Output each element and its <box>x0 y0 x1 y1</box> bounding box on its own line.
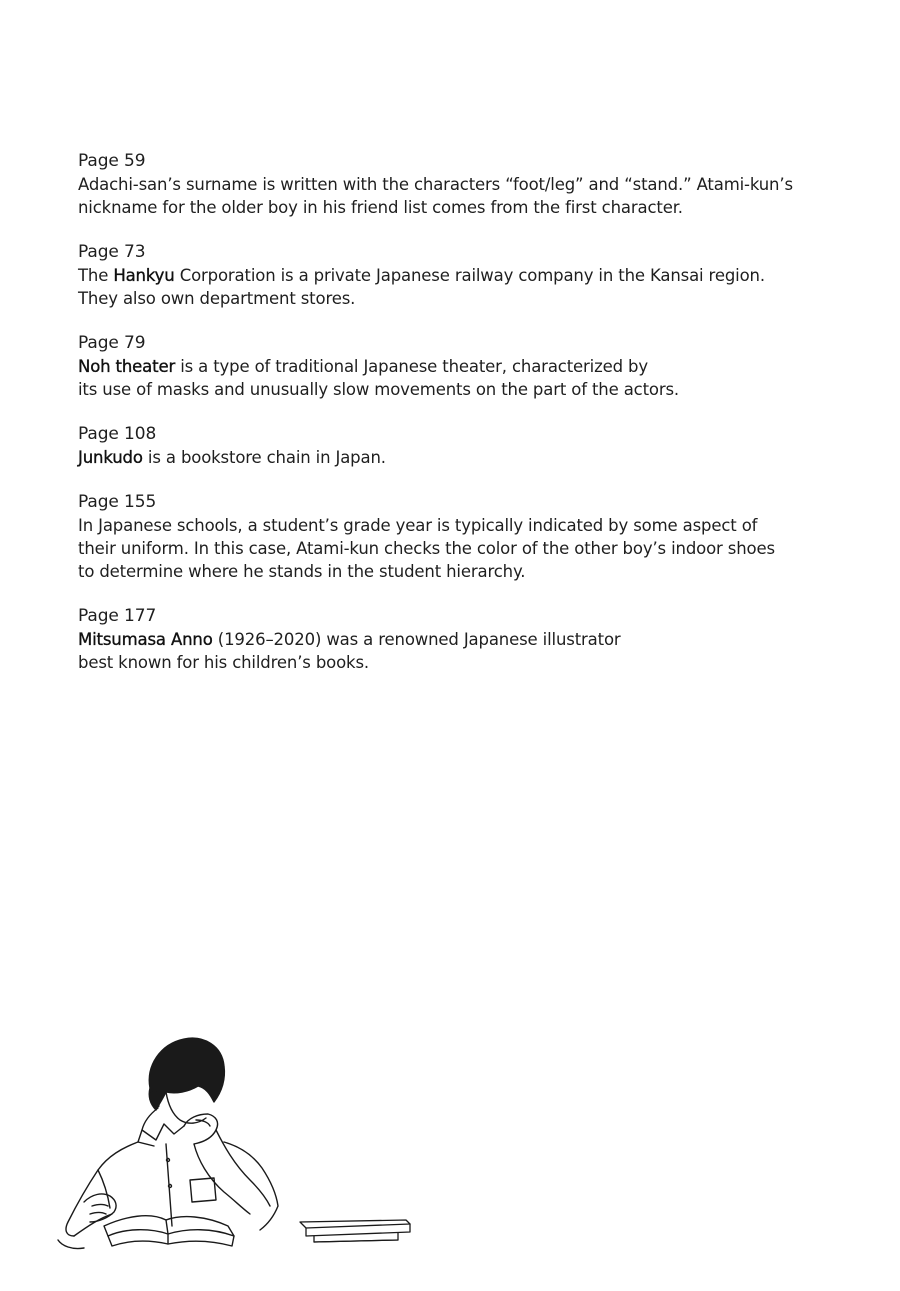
note-term: Mitsumasa Anno <box>78 630 213 649</box>
note-heading: Page 73 <box>78 242 146 262</box>
note-line: Corporation is a private Japanese railway company in the Kansai region. <box>174 266 765 285</box>
note-line: best known for his children’s books. <box>78 653 370 672</box>
translation-notes <box>78 150 838 696</box>
shirt-right <box>224 1142 278 1230</box>
note-line: In Japanese schools, a student’s grade year is typically indicated by some aspect of <box>78 516 758 535</box>
book-stack <box>300 1220 410 1242</box>
note-body <box>78 514 838 583</box>
boy-reading-illustration <box>38 1030 418 1262</box>
note-page-79 <box>78 332 838 401</box>
note-body <box>78 355 838 401</box>
face <box>166 1092 206 1123</box>
note-term: Hankyu <box>113 266 175 285</box>
note-body <box>78 628 838 674</box>
note-body <box>78 446 838 469</box>
note-page-108 <box>78 423 838 469</box>
shirt-left <box>66 1142 138 1236</box>
open-book <box>104 1216 234 1236</box>
note-page-73 <box>78 241 838 310</box>
note-heading: Page 79 <box>78 333 146 353</box>
note-line: is a bookstore chain in Japan. <box>142 448 386 467</box>
shirt-pocket <box>190 1178 216 1202</box>
note-term: Noh theater <box>78 357 176 376</box>
note-heading: Page 108 <box>78 424 157 444</box>
hand-book <box>84 1194 116 1222</box>
note-page-155 <box>78 491 838 583</box>
note-line: their uniform. In this case, Atami-kun checks the color of the other boy’s indoor shoes <box>78 539 775 558</box>
note-line: Adachi-san’s surname is written with the characters “foot/leg” and “stand.” Atami-kun’s <box>78 175 793 194</box>
note-page-59 <box>78 150 838 219</box>
hand-chin <box>184 1114 218 1144</box>
note-heading: Page 177 <box>78 606 157 626</box>
note-heading: Page 155 <box>78 492 157 512</box>
hair <box>149 1038 224 1110</box>
note-line: its use of masks and unusually slow movements on the part of the actors. <box>78 380 680 399</box>
note-line: is a type of traditional Japanese theater, characterized by <box>175 357 648 376</box>
note-heading: Page 59 <box>78 151 146 171</box>
note-line: nickname for the older boy in his friend list comes from the first character. <box>78 198 683 217</box>
note-body <box>78 173 838 219</box>
note-term: Junkudo <box>78 448 143 467</box>
note-line: They also own department stores. <box>78 289 356 308</box>
note-line: to determine where he stands in the student hierarchy. <box>78 562 526 581</box>
note-line: (1926–2020) was a renowned Japanese illustrator <box>212 630 621 649</box>
note-body <box>78 264 838 310</box>
note-page-177 <box>78 605 838 674</box>
collar <box>142 1108 184 1140</box>
note-pre: The <box>78 266 114 285</box>
